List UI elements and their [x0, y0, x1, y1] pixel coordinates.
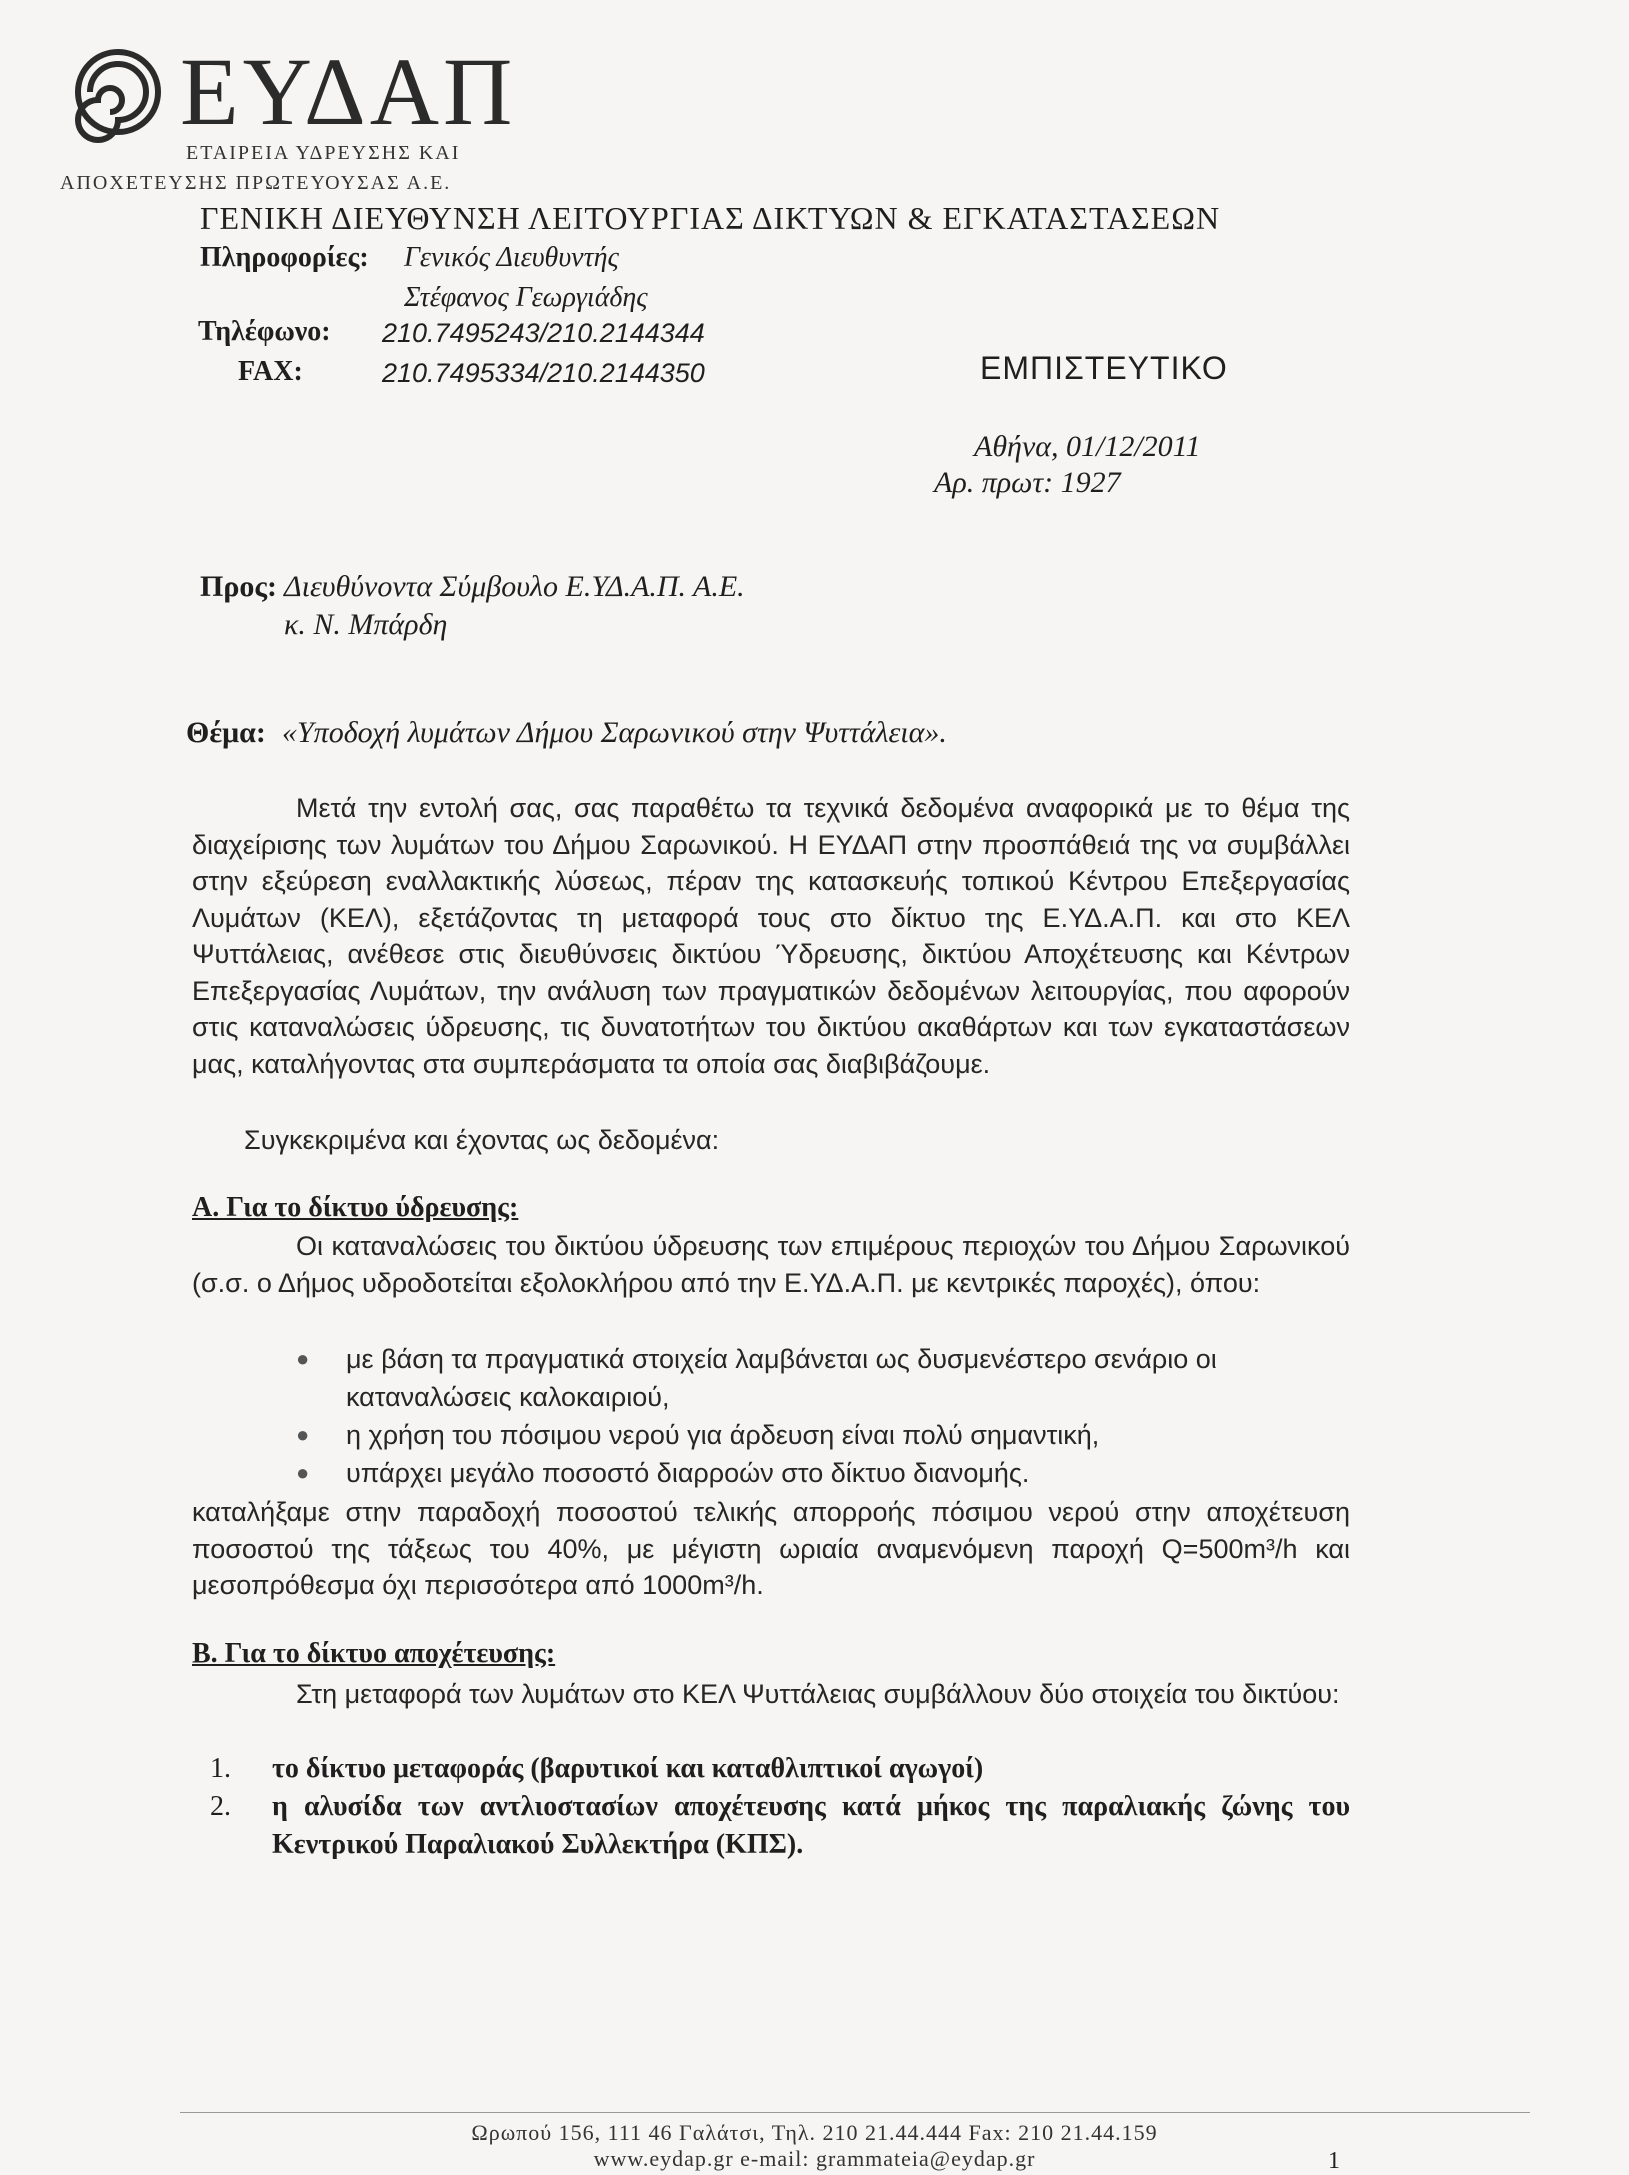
info-value-name: Στέφανος Γεωργιάδης — [404, 282, 648, 313]
logo-wordmark: ΕΥΔΑΠ — [180, 38, 517, 145]
fax-value: 210.7495334/210.2144350 — [382, 358, 705, 388]
bullet-icon: ● — [296, 1422, 310, 1447]
recipient-line1: Διευθύνοντα Σύμβουλο Ε.ΥΔ.Α.Π. Α.Ε. — [284, 570, 745, 603]
body-paragraph-intro: Μετά την εντολή σας, σας παραθέτω τα τεχνικά δεδομένα αναφορικά με το θέμα της διαχείρισης των λυμάτων του Δήμου Σαρωνικού. Η ΕΥΔΑΠ στην προσπάθειά της να συμβάλλει στην εξεύρεση εναλλακτικής λύσεως, πέραν της κατασκευής τοπικού Κέντρου Επεξεργασίας Λυμάτων (ΚΕΛ), εξετάζοντας τη μεταφορά τους στο δίκτυο της Ε.ΥΔ.Α.Π. και στο ΚΕΛ Ψυττάλειας, ανέθεσε στις διευθύνσεις δικτύου Ύδρευσης, δικτύου Αποχέτευσης και Κέντρων Επεξεργασίας Λυμάτων, την ανάλυση των πραγματικών δεδομένων λειτουργίας, που αφορούν στις καταναλώσεις ύδρευσης, τις δυνατοτήτων του δικτύου ακαθάρτων και των εγκαταστάσεων μας, καταλήγοντας στα συμπεράσματα τα οποία σας διαβιβάζουμε. — [192, 793, 1350, 1079]
protocol-number: Αρ. πρωτ: 1927 — [934, 466, 1121, 499]
eydap-logo — [60, 38, 517, 152]
recipient-label: Προς: — [200, 570, 278, 603]
section-b-numbered-list — [210, 1750, 1350, 1864]
item-text: το δίκτυο μεταφοράς (βαρυτικοί και καταθλιπτικοί αγωγοί) — [272, 1753, 984, 1784]
list-item — [210, 1750, 1350, 1788]
body-paragraph-given: Συγκεκριμένα και έχοντας ως δεδομένα: — [244, 1125, 720, 1155]
section-a-conclusion: καταλήξαμε στην παραδοχή ποσοστού τελικής απορροής πόσιμου νερού στην αποχέτευση ποσοστού της τάξεως του 40%, με μέγιστη ωριαία αναμενόμενη παροχή Q=500m³/h και μεσοπρόθεσμα όχι περισσότερα από 1000m³/h. — [192, 1497, 1350, 1600]
list-item — [296, 1340, 1356, 1416]
bullet-text: υπάρχει μεγάλο ποσοστό διαρροών στο δίκτυο διανομής. — [346, 1458, 1030, 1488]
directorate-title: ΓΕΝΙΚΗ ΔΙΕΥΘΥΝΣΗ ΛΕΙΤΟΥΡΓΙΑΣ ΔΙΚΤΥΩΝ & ΕΓΚΑΤΑΣΤΑΣΕΩΝ — [200, 200, 1221, 236]
bullet-text: η χρήση του πόσιμου νερού για άρδευση είναι πολύ σημαντική, — [346, 1420, 1100, 1450]
phone-label: Τηλέφωνο: — [198, 316, 331, 347]
phone-value: 210.7495243/210.2144344 — [382, 318, 705, 348]
subject-text: «Υποδοχή λυμάτων Δήμου Σαρωνικού στην Ψυττάλεια». — [282, 716, 947, 749]
section-a-text: Οι καταναλώσεις του δικτύου ύδρευσης των επιμέρους περιοχών του Δήμου Σαρωνικού (σ.σ. ο Δήμος υδροδοτείται εξολοκλήρου από την Ε.ΥΔ.Α.Π. με κεντρικές παροχές), όπου: — [192, 1231, 1350, 1298]
bullet-text: με βάση τα πραγματικά στοιχεία λαμβάνεται ως δυσμενέστερο σενάριο οι καταναλώσεις καλοκαιριού, — [346, 1344, 1217, 1412]
section-b-heading: Β. Για το δίκτυο αποχέτευσης: — [192, 1638, 556, 1669]
footer-divider — [180, 2112, 1530, 2113]
footer-web-email: www.eydap.gr e-mail: grammateia@eydap.gr — [593, 2146, 1036, 2171]
item-text: η αλυσίδα των αντλιοστασίων αποχέτευσης κατά μήκος της παραλιακής ζώνης του Κεντρικού Παραλιακού Συλλεκτήρα (ΚΠΣ). — [272, 1791, 1350, 1860]
company-name-line1: ΕΤΑΙΡΕΙΑ ΥΔΡΕΥΣΗΣ ΚΑΙ — [186, 142, 461, 164]
list-item — [296, 1416, 1356, 1454]
fax-label: FAX: — [238, 356, 303, 387]
list-item — [296, 1454, 1356, 1492]
section-a-bullets — [296, 1340, 1356, 1492]
page-number: 1 — [1328, 2148, 1340, 2174]
footer-address: Ωρωπού 156, 111 46 Γαλάτσι, Τηλ. 210 21.44.444 Fax: 210 21.44.159 — [471, 2120, 1158, 2145]
item-number: 2. — [210, 1791, 231, 1822]
info-label: Πληροφορίες: — [200, 242, 369, 273]
subject-label: Θέμα: — [186, 716, 266, 749]
section-b-text: Στη μεταφορά των λυμάτων στο ΚΕΛ Ψυττάλειας συμβάλλουν δύο στοιχεία του δικτύου: — [296, 1679, 1340, 1709]
info-value-title: Γενικός Διευθυντής — [404, 242, 619, 273]
spiral-logo-icon — [60, 42, 180, 152]
letter-date: Αθήνα, 01/12/2011 — [974, 430, 1201, 463]
confidential-stamp: ΕΜΠΙΣΤΕΥΤΙΚΟ — [980, 350, 1228, 386]
list-item — [210, 1788, 1350, 1864]
bullet-icon: ● — [296, 1346, 310, 1371]
section-a-heading: Α. Για το δίκτυο ύδρευσης: — [192, 1192, 519, 1223]
item-number: 1. — [210, 1753, 231, 1784]
bullet-icon: ● — [296, 1460, 310, 1485]
company-name-line2: ΑΠΟΧΕΤΕΥΣΗΣ ΠΡΩΤΕΥΟΥΣΑΣ Α.Ε. — [60, 172, 452, 194]
recipient-line2: κ. Ν. Μπάρδη — [284, 608, 448, 641]
